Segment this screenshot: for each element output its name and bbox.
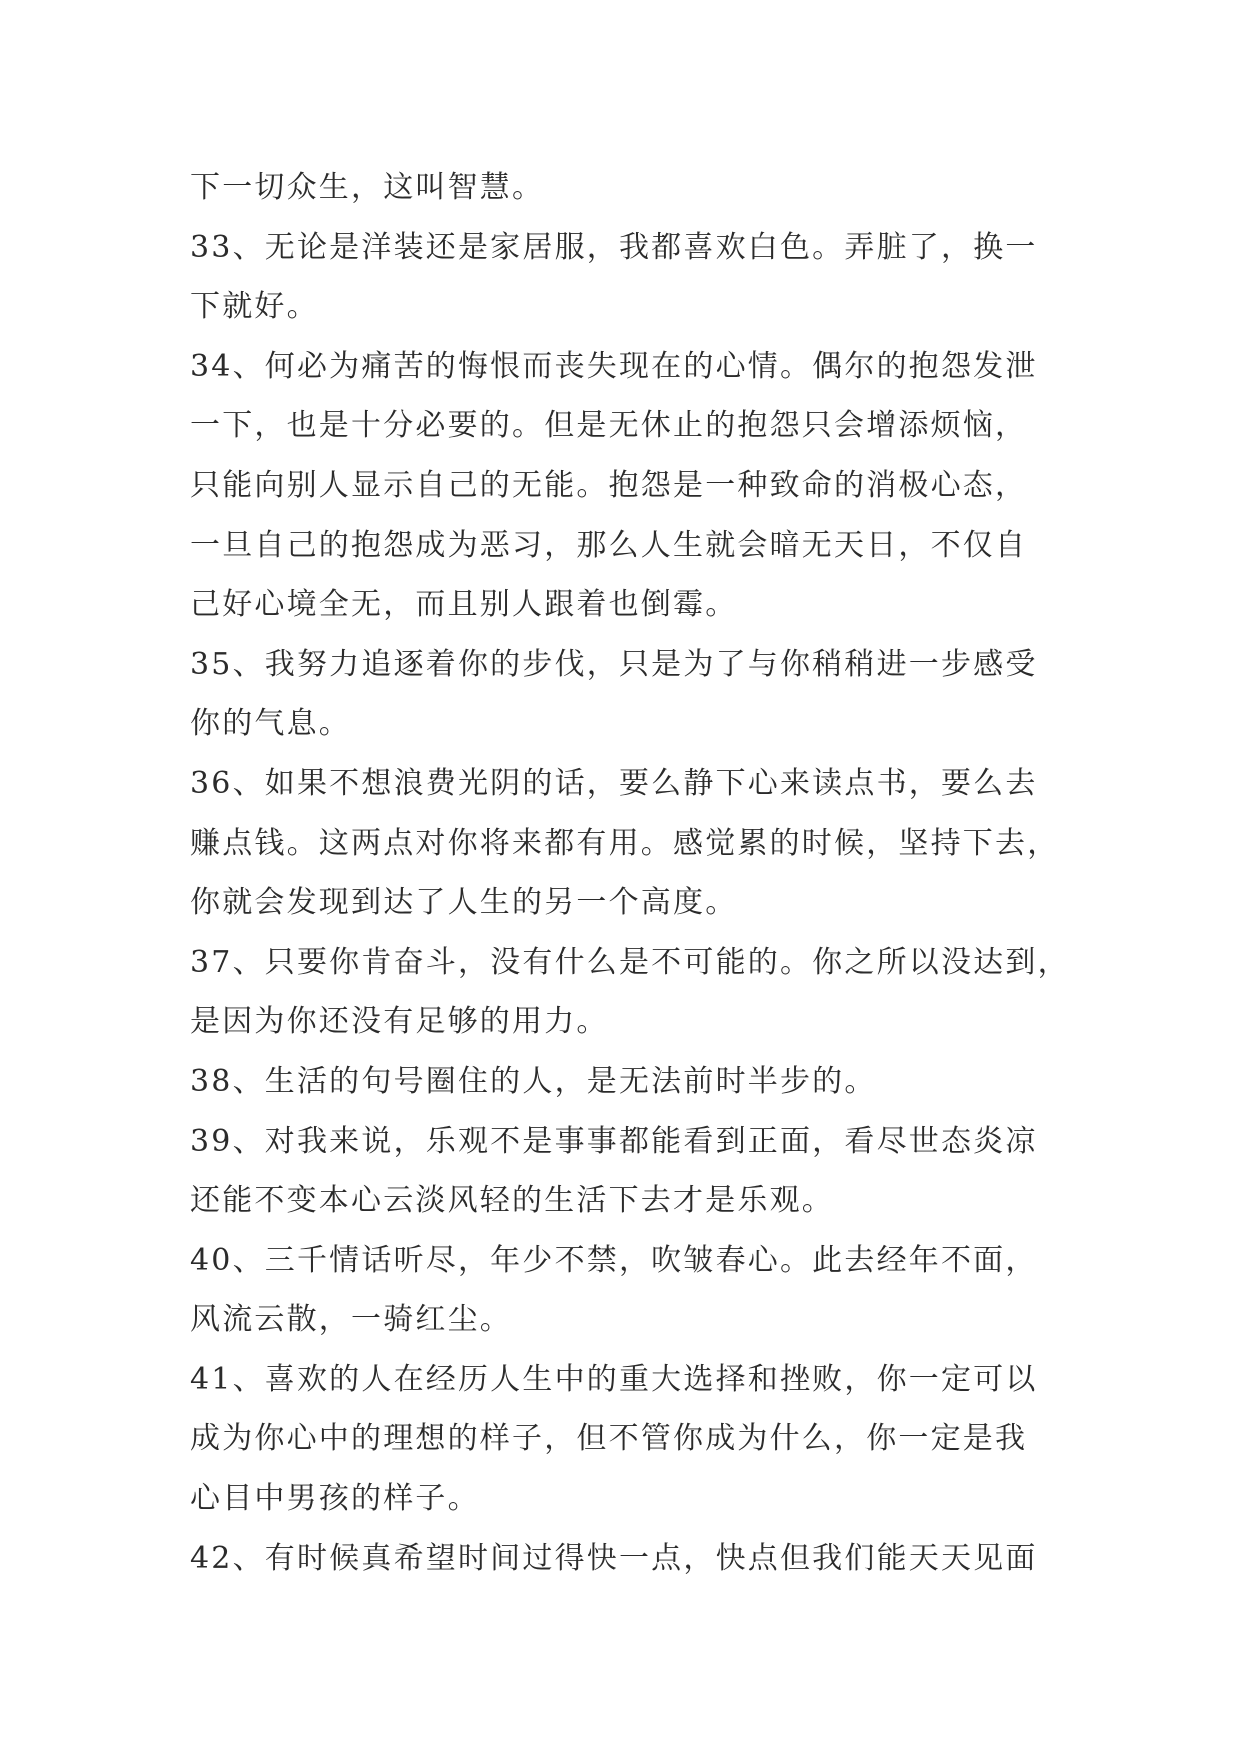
text-line: 39、对我来说，乐观不是事事都能看到正面，看尽世态炎凉 bbox=[190, 1123, 1038, 1159]
text-line: 42、有时候真希望时间过得快一点，快点但我们能天天见面 bbox=[190, 1540, 1038, 1576]
text-line: 是因为你还没有足够的用力。 bbox=[190, 1004, 609, 1040]
document-body bbox=[190, 158, 1070, 1588]
text-line: 38、生活的句号圈住的人，是无法前时半步的。 bbox=[190, 1063, 877, 1099]
text-line: 风流云散，一骑红尘。 bbox=[190, 1302, 512, 1338]
text-line: 只能向别人显示自己的无能。抱怨是一种致命的消极心态， bbox=[190, 467, 1028, 503]
text-line: 心目中男孩的样子。 bbox=[190, 1481, 480, 1517]
text-line: 还能不变本心云淡风轻的生活下去才是乐观。 bbox=[190, 1183, 834, 1219]
text-line: 下一切众生，这叫智慧。 bbox=[190, 170, 545, 205]
text-line: 一旦自己的抱怨成为恶习，那么人生就会暗无天日，不仅自 bbox=[190, 527, 1028, 563]
text-line: 赚点钱。这两点对你将来都有用。感觉累的时候，坚持下去， bbox=[190, 825, 1060, 861]
text-line: 40、三千情话听尽，年少不禁，吹皱春心。此去经年不面， bbox=[190, 1242, 1038, 1278]
text-line: 36、如果不想浪费光阴的话，要么静下心来读点书，要么去 bbox=[190, 765, 1038, 801]
text-line: 成为你心中的理想的样子，但不管你成为什么，你一定是我 bbox=[190, 1421, 1028, 1457]
text-line: 己好心境全无，而且别人跟着也倒霉。 bbox=[190, 587, 738, 623]
text-line: 34、何必为痛苦的悔恨而丧失现在的心情。偶尔的抱怨发泄 bbox=[190, 348, 1038, 384]
text-line: 你就会发现到达了人生的另一个高度。 bbox=[190, 885, 738, 921]
text-line: 37、只要你肯奋斗，没有什么是不可能的。你之所以没达到， bbox=[190, 944, 1070, 980]
text-line: 35、我努力追逐着你的步伐，只是为了与你稍稍进一步感受 bbox=[190, 646, 1038, 682]
text-line: 41、喜欢的人在经历人生中的重大选择和挫败，你一定可以 bbox=[190, 1361, 1038, 1397]
text-line: 你的气息。 bbox=[190, 706, 351, 742]
text-line: 一下，也是十分必要的。但是无休止的抱怨只会增添烦恼， bbox=[190, 408, 1028, 444]
text-line: 下就好。 bbox=[190, 289, 319, 325]
text-line: 33、无论是洋装还是家居服，我都喜欢白色。弄脏了，换一 bbox=[190, 229, 1038, 265]
